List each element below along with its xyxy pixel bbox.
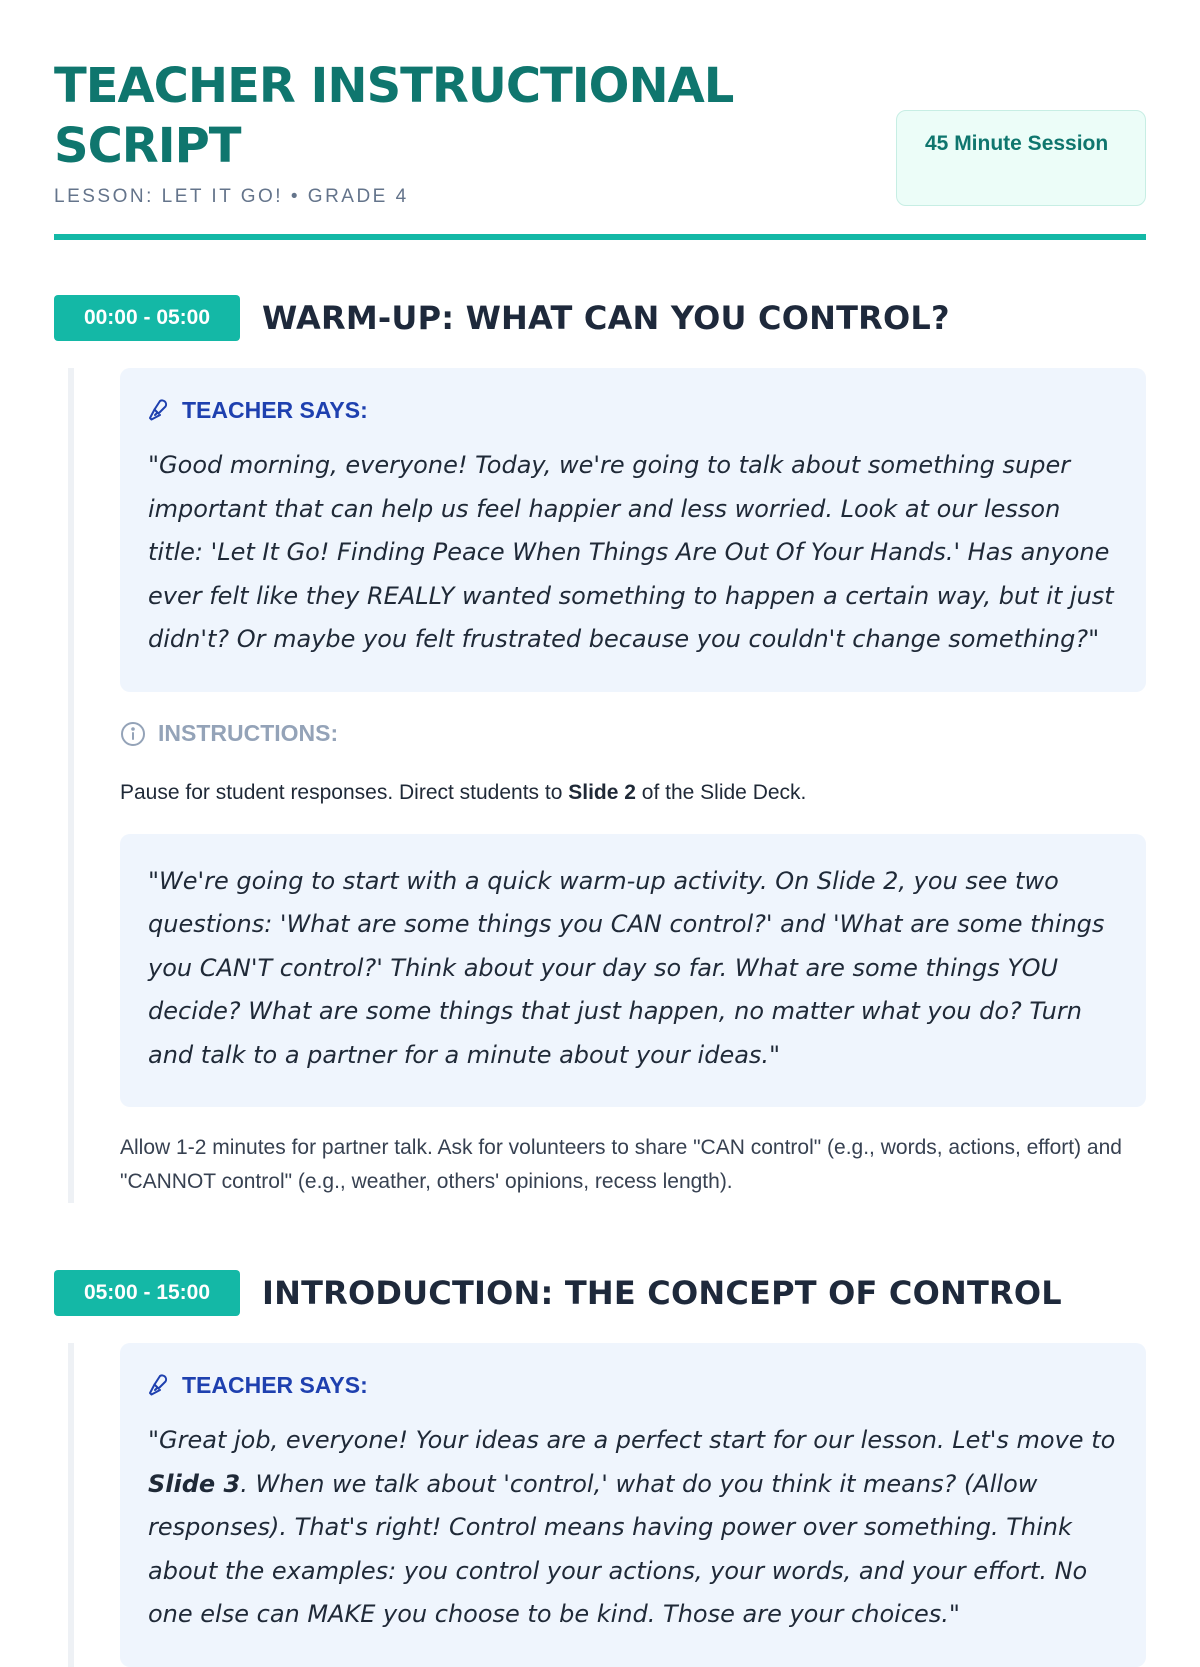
teacher-quote: [148, 1419, 1118, 1637]
slide-reference: Slide 3: [148, 1469, 241, 1498]
teacher-says-card: [120, 834, 1146, 1108]
instruction-part: Pause for student responses. Direct students to: [120, 780, 569, 804]
section-body: [68, 1343, 1146, 1667]
microphone-icon: [148, 398, 170, 422]
section-title: INTRODUCTION: THE CONCEPT OF CONTROL: [262, 1274, 1062, 1312]
page-title: TEACHER INSTRUCTIONAL SCRIPT: [54, 58, 734, 174]
section-introduction: [54, 1269, 1146, 1667]
teacher-says-label: [148, 1369, 1118, 1401]
instructions-text-label: INSTRUCTIONS:: [158, 720, 339, 746]
teacher-says-card: [120, 368, 1146, 692]
quote-part: . When we talk about 'control,' what do you think it means? (Allow responses). That's right! Control means having power over something. Think about the examples: you control your actions, your words, and your effort. No one else can MAKE you choose to be kind. Those are your choices.": [148, 1469, 1088, 1628]
teacher-quote: "Good morning, everyone! Today, we're going to talk about something super important that can help us feel happier and less worried. Look at our lesson title: 'Let It Go! Finding Peace When Things Are Out Of Your Hands.' Has anyone ever felt like they REALLY wanted something to happen a certain way, but it just didn't? Or maybe you felt frustrated because you couldn't change something?": [148, 451, 1114, 653]
section-header: [54, 294, 1146, 342]
time-range-badge: 00:00 - 05:00: [54, 295, 240, 341]
quote-part: "Great job, everyone! Your ideas are a perfect start for our lesson. Let's move to: [148, 1426, 1116, 1454]
section-body: [68, 368, 1146, 1203]
microphone-icon: [148, 1373, 170, 1397]
teacher-says-label: [148, 394, 1118, 426]
teacher-says-card: [120, 1343, 1146, 1667]
instruction-part: of the Slide Deck.: [635, 780, 807, 804]
section-warm-up: [54, 294, 1146, 1203]
teacher-quote: "We're going to start with a quick warm-up activity. On Slide 2, you see two questions: 'What are some things you CAN control?' and 'What are some things you CAN'T control?' Think about your day so far. What are some things YOU decide? What are some things that just happen, no matter what you do? Turn and talk to a partner for a minute about your ideas.": [148, 866, 1105, 1069]
teacher-says-text: TEACHER SAYS:: [182, 1371, 368, 1398]
page-header: [54, 0, 1146, 240]
instructions-label: [120, 718, 1146, 750]
section-title: WARM-UP: WHAT CAN YOU CONTROL?: [262, 299, 950, 337]
time-range-badge: 05:00 - 15:00: [54, 1270, 240, 1316]
instruction-text: [120, 776, 1146, 810]
slide-reference: Slide 2: [568, 780, 636, 804]
lesson-subtitle: LESSON: LET IT GO! • GRADE 4: [54, 186, 409, 207]
info-icon: [120, 721, 146, 747]
teacher-says-text: TEACHER SAYS:: [182, 396, 368, 423]
instruction-note: Allow 1-2 minutes for partner talk. Ask for volunteers to share "CAN control" (e.g., words, actions, effort) and "CANNOT control" (e.g., weather, others' opinions, recess length).: [120, 1136, 1122, 1193]
section-header: [54, 1269, 1146, 1317]
session-duration-badge: 45 Minute Session: [896, 110, 1146, 206]
